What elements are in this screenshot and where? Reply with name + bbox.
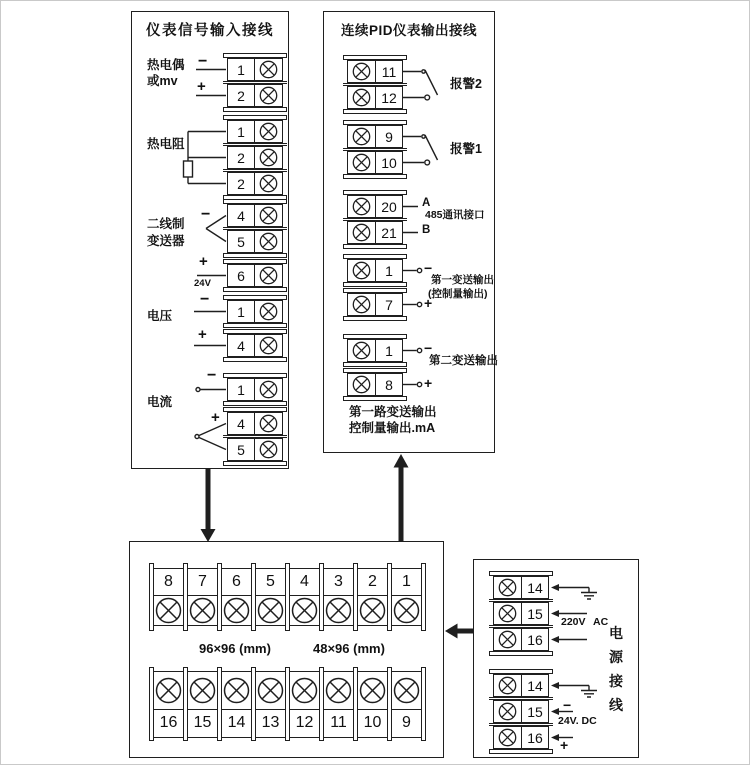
terminal-number: 5 [228,231,255,252]
label-out1-plus: + [424,295,433,311]
label-dc-24v: 24V. DC [558,715,597,727]
screw-terminal-icon [189,597,216,624]
terminal-block-cap [223,199,287,204]
label-transmitter-line2: 变送器 [147,234,185,248]
terminal-screw [494,629,521,650]
terminal-block-separator [489,599,553,602]
terminal-strip-upper [149,563,426,631]
screw-terminal-icon [498,676,517,695]
label-transmitter-plus: + [199,253,208,270]
strip-terminal-screw [325,597,352,624]
terminal-number: 4 [228,205,255,226]
terminal-block-separator [223,143,287,146]
terminal-screw [255,335,282,356]
strip-terminal-number: 9 [402,714,411,731]
terminal-block-out2-neg [347,334,411,367]
strip-terminal-screw [291,597,318,624]
terminal-screw [348,126,375,147]
terminal-row [347,221,403,244]
arrow-left-head-icon [445,624,458,639]
terminal-number: 20 [375,196,402,217]
label-comm-b: B [422,224,431,236]
terminal-block-cap [223,115,287,120]
terminal-number: 16 [521,629,548,650]
terminal-block-rs485 [347,190,411,249]
terminal-number: 7 [375,294,402,315]
terminal-block-cap [343,254,407,259]
terminal-block-out2-pos [347,368,411,401]
terminal-screw [494,701,521,722]
screw-terminal-icon [257,677,284,704]
terminal-row [347,259,403,282]
strip-terminal-number: 15 [193,714,212,731]
terminal-row [347,60,403,83]
terminal-number: 15 [521,701,548,722]
label-power-title: 电 源 接 线 [609,625,623,713]
terminal-number: 8 [375,374,402,395]
screw-terminal-icon [155,677,182,704]
terminal-block-cap [343,362,407,367]
label-out1-line2: (控制量输出) [428,288,488,300]
terminal-block-voltage-1 [227,295,291,328]
terminal-screw [348,87,375,108]
terminal-block-separator [223,435,287,438]
screw-terminal-icon [359,677,386,704]
terminal-row [227,378,283,401]
alarm2-terminal-node-icon [425,95,430,100]
terminal-row [227,84,283,107]
screw-terminal-icon [259,302,278,321]
terminal-block-cap [223,373,287,378]
terminal-block-cap [489,669,553,674]
screw-terminal-icon [223,597,250,624]
terminal-number: 1 [228,379,255,400]
wire-rtd [188,132,226,184]
screw-terminal-icon [393,677,420,704]
terminal-number: 4 [228,335,255,356]
strip-terminal-number: 8 [164,572,173,590]
screw-terminal-icon [498,578,517,597]
screw-terminal-icon [259,336,278,355]
label-current-minus: − [207,367,217,384]
label-comm-485: 485通讯接口 [425,209,485,221]
terminal-screw [494,675,521,696]
terminal-block-current-1 [227,373,291,406]
terminal-screw [255,379,282,400]
label-tc-minus: − [198,53,208,70]
label-dc-minus: − [563,697,572,713]
terminal-block-thermocouple [227,53,291,112]
terminal-block-cap [343,316,407,321]
screw-terminal-icon [259,122,278,141]
terminal-block-separator [343,83,407,86]
label-tc-line1: 热电偶 [147,58,185,72]
terminal-row [493,628,549,651]
label-dim-48x96: 48×96 (mm) [313,641,385,656]
terminal-row [493,700,549,723]
strip-terminal-screw [257,677,284,704]
screw-terminal-icon [352,295,371,314]
terminal-screw [255,173,282,194]
terminal-block-transmitter-6 [227,259,291,292]
terminal-block-cap [489,651,553,656]
label-note-line2: 控制量输出.mA [349,421,436,435]
screw-terminal-icon [259,148,278,167]
terminal-number: 11 [375,61,402,82]
strip-terminal-screw [155,677,182,704]
label-out1-line1: 第一变送输出 [431,274,494,286]
terminal-screw [255,231,282,252]
terminal-block-cap [343,120,407,125]
terminal-number: 14 [521,577,548,598]
terminal-screw [348,374,375,395]
current-pos-node-icon [195,435,199,439]
terminal-row [227,120,283,143]
screw-terminal-icon [259,414,278,433]
terminal-screw [255,413,282,434]
terminal-screw [494,577,521,598]
terminal-row [347,151,403,174]
terminal-number: 1 [228,59,255,80]
terminal-row [493,726,549,749]
terminal-block-current-45 [227,407,291,466]
terminal-block-cap [489,571,553,576]
terminal-screw [255,205,282,226]
terminal-row [227,438,283,461]
strip-terminal-number: 10 [363,714,382,731]
terminal-block-separator [343,218,407,221]
terminal-block-out1-neg [347,254,411,287]
terminal-strip-lower [149,667,426,741]
screw-terminal-icon [189,677,216,704]
terminal-number: 1 [228,301,255,322]
label-alarm2: 报警2 [450,77,482,91]
alarm2-blade-icon [425,70,438,95]
label-out1-minus: − [424,260,433,276]
ac-ground-icon [581,588,597,600]
terminal-screw [255,439,282,460]
screw-terminal-icon [259,174,278,193]
terminal-number: 4 [228,413,255,434]
rtd-element-icon [184,161,193,177]
terminal-screw [348,340,375,361]
terminal-number: 2 [228,85,255,106]
strip-terminal-number: 14 [227,714,246,731]
terminal-block-cap [223,323,287,328]
terminal-screw [348,61,375,82]
strip-terminal-screw [155,597,182,624]
terminal-block-alarm2 [347,55,411,114]
current-neg-node-icon [196,388,200,392]
label-out2-minus: − [424,340,433,356]
terminal-screw [348,222,375,243]
screw-terminal-icon [259,86,278,105]
terminal-block-transmitter-45 [227,199,291,258]
strip-terminal-screw [325,677,352,704]
terminal-row [347,373,403,396]
terminal-number: 6 [228,265,255,286]
terminal-block-cap [223,253,287,258]
terminal-block-voltage-4 [227,329,291,362]
strip-terminal-screw [359,597,386,624]
strip-terminal-number: 4 [300,572,309,590]
strip-terminal-screw [189,677,216,704]
strip-terminal-screw [223,677,250,704]
terminal-screw [255,59,282,80]
terminal-row [227,334,283,357]
screw-terminal-icon [352,341,371,360]
screw-terminal-icon [259,440,278,459]
terminal-row [227,300,283,323]
label-v24: 24V [194,278,211,289]
terminal-number: 1 [375,340,402,361]
terminal-screw [494,727,521,748]
terminal-screw [494,603,521,624]
terminal-number: 10 [375,152,402,173]
terminal-block-cap [343,174,407,179]
label-dim-96x96: 96×96 (mm) [199,641,271,656]
screw-terminal-icon [291,597,318,624]
terminal-screw [255,85,282,106]
terminal-screw [255,147,282,168]
terminal-number: 12 [375,87,402,108]
strip-terminal-number: 7 [198,572,207,590]
strip-terminal-number: 2 [368,572,377,590]
strip-terminal-screw [189,597,216,624]
terminal-block-cap [223,287,287,292]
terminal-block-cap [343,368,407,373]
terminal-block-separator [489,723,553,726]
terminal-row [347,339,403,362]
terminal-number: 2 [228,173,255,194]
screw-terminal-icon [259,380,278,399]
arrow-down-head-icon [201,529,216,542]
screw-terminal-icon [393,597,420,624]
signal-input-title: 仪表信号输入接线 [146,23,274,39]
terminal-block-cap [223,401,287,406]
terminal-block-cap [223,295,287,300]
terminal-block-cap [223,357,287,362]
terminal-row [227,58,283,81]
strip-terminal-number: 13 [261,714,280,731]
strip-terminal-number: 16 [159,714,178,731]
screw-terminal-icon [291,677,318,704]
terminal-row [227,230,283,253]
terminal-block-cap [343,396,407,401]
label-voltage: 电压 [147,309,173,323]
alarm1-blade-icon [425,135,438,160]
label-dc-plus: + [560,737,569,753]
out1-pos-node-icon [417,302,421,306]
label-current-plus: + [211,409,220,426]
strip-terminal-number: 1 [402,572,411,590]
terminal-block-separator [223,81,287,84]
label-ac: AC [593,616,609,628]
terminal-block-power-dc [493,669,557,754]
label-voltage-plus: + [198,326,207,343]
terminal-block-power-ac [493,571,557,656]
terminal-number: 9 [375,126,402,147]
screw-terminal-icon [259,60,278,79]
label-current: 电流 [147,395,173,409]
terminal-block-cap [223,329,287,334]
alarm1-terminal-node-icon [425,160,430,165]
label-out2-plus: + [424,375,433,391]
screw-terminal-icon [325,597,352,624]
strip-terminal-number: 6 [232,572,241,590]
screw-terminal-icon [259,232,278,251]
terminal-screw [255,301,282,322]
terminal-block-cap [343,282,407,287]
screw-terminal-icon [352,197,371,216]
terminal-block-separator [489,697,553,700]
strip-terminal-screw [393,597,420,624]
terminal-screw [348,294,375,315]
screw-terminal-icon [325,677,352,704]
out2-neg-node-icon [417,348,421,352]
screw-terminal-icon [259,266,278,285]
terminal-block-cap [223,259,287,264]
terminal-block-separator [223,169,287,172]
label-alarm1: 报警1 [450,142,482,156]
screw-terminal-icon [498,728,517,747]
dc-ground-icon [581,686,597,698]
strip-terminal-number: 11 [330,714,347,731]
terminal-block-cap [343,244,407,249]
terminal-number: 21 [375,222,402,243]
label-tc-line2: 或mv [147,74,178,88]
terminal-screw [255,265,282,286]
terminal-block-rtd [227,115,291,200]
terminal-number: 14 [521,675,548,696]
out2-pos-node-icon [417,382,421,386]
terminal-row [347,195,403,218]
terminal-row [227,204,283,227]
terminal-row [227,146,283,169]
terminal-row [493,576,549,599]
terminal-screw [255,121,282,142]
terminal-block-cap [223,407,287,412]
strip-terminal-screw [257,597,284,624]
terminal-block-cap [343,334,407,339]
screw-terminal-icon [352,88,371,107]
terminal-block-cap [223,107,287,112]
terminal-block-cap [343,55,407,60]
label-comm-a: A [422,197,431,209]
strip-terminal-screw [359,677,386,704]
terminal-block-cap [489,749,553,754]
label-note-line1: 第一路变送输出 [349,405,437,419]
terminal-block-separator [223,227,287,230]
strip-terminal-screw [223,597,250,624]
terminal-screw [348,152,375,173]
out1-neg-node-icon [417,268,421,272]
terminal-block-cap [343,109,407,114]
screw-terminal-icon [259,206,278,225]
terminal-block-alarm1 [347,120,411,179]
screw-terminal-icon [257,597,284,624]
terminal-row [493,602,549,625]
arrow-up-head-icon [394,454,409,468]
strip-terminal-number: 12 [295,714,314,731]
label-transmitter-line1: 二线制 [147,217,185,231]
terminal-screw [348,260,375,281]
label-rtd: 热电阻 [147,137,185,151]
label-ac-220v: 220V [561,616,586,628]
screw-terminal-icon [498,630,517,649]
terminal-number: 16 [521,727,548,748]
screw-terminal-icon [352,62,371,81]
terminal-block-cap [223,53,287,58]
terminal-row [347,293,403,316]
label-voltage-minus: − [200,291,210,308]
terminal-number: 5 [228,439,255,460]
terminal-row [347,86,403,109]
screw-terminal-icon [352,127,371,146]
screw-terminal-icon [352,223,371,242]
screw-terminal-icon [359,597,386,624]
label-out2-label: 第二变送输出 [429,355,498,367]
screw-terminal-icon [498,604,517,623]
screw-terminal-icon [352,261,371,280]
terminal-block-separator [489,625,553,628]
terminal-number: 2 [228,147,255,168]
label-tc-plus: + [197,78,206,95]
screw-terminal-icon [155,597,182,624]
terminal-number: 1 [228,121,255,142]
terminal-number: 1 [375,260,402,281]
terminal-row [493,674,549,697]
screw-terminal-icon [498,702,517,721]
terminal-block-cap [343,288,407,293]
strip-terminal-number: 3 [334,572,343,590]
terminal-row [227,412,283,435]
terminal-row [227,172,283,195]
label-transmitter-minus: − [201,206,211,223]
terminal-screw [348,196,375,217]
strip-terminal-screw [393,677,420,704]
terminal-number: 15 [521,603,548,624]
terminal-row [347,125,403,148]
strip-terminal-number: 5 [266,572,275,590]
terminal-block-cap [223,461,287,466]
screw-terminal-icon [352,153,371,172]
terminal-block-cap [343,190,407,195]
wire-current-fork [199,424,226,450]
pid-output-title: 连续PID仪表输出接线 [340,23,477,38]
strip-terminal-screw [291,677,318,704]
terminal-block-out1-pos [347,288,411,321]
terminal-block-separator [343,148,407,151]
screw-terminal-icon [223,677,250,704]
screw-terminal-icon [352,375,371,394]
terminal-row [227,264,283,287]
